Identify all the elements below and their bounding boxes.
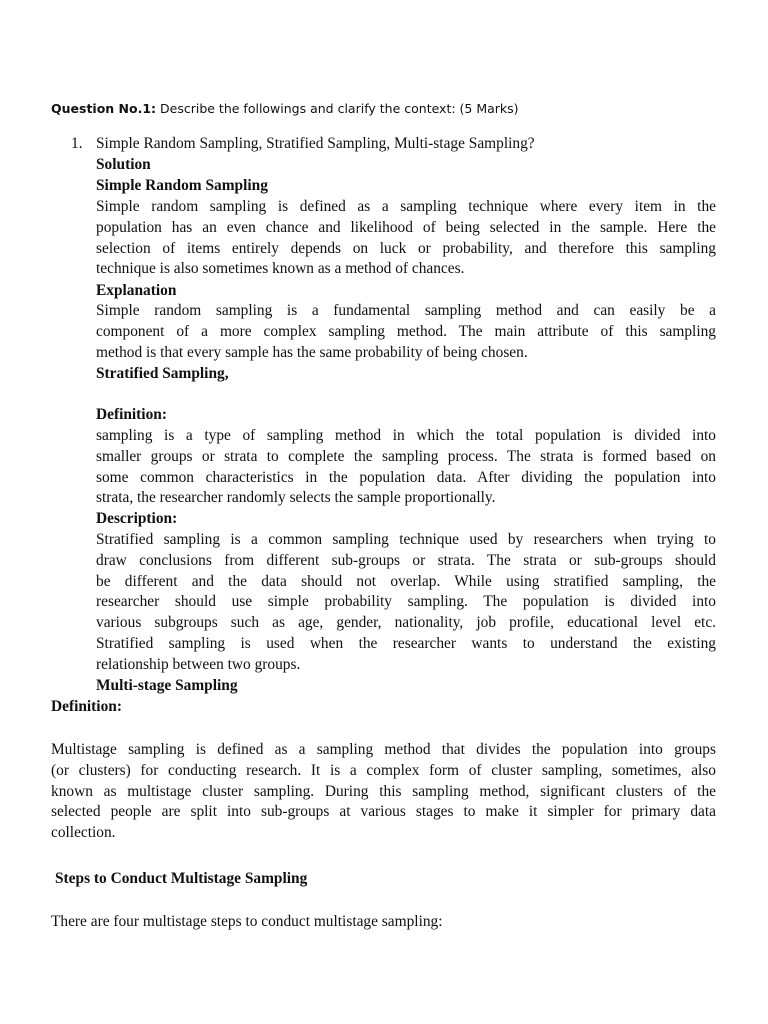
srs-line-4: technique is also sometimes known as a method of chances. <box>96 260 465 278</box>
description-line-5: various subgroups such as age, gender, nationality, job profile, educational level etc. <box>96 614 716 632</box>
steps-heading: Steps to Conduct Multistage Sampling <box>55 870 308 887</box>
steps-intro: There are four multistage steps to conduct multistage sampling: <box>51 913 443 930</box>
explanation-paragraph <box>96 301 716 363</box>
description-line-7: relationship between two groups. <box>96 655 301 673</box>
explanation-line-2: component of a more complex sampling method. The main attribute of this sampling <box>96 322 716 340</box>
question-text: Describe the followings and clarify the context: (5 Marks) <box>156 101 519 116</box>
list-item-title: Simple Random Sampling, Stratified Sampling, Multi-stage Sampling? <box>96 135 535 152</box>
description-line-3: be different and the data should not overlap. While using stratified sampling, the <box>96 572 716 590</box>
description-line-1: Stratified sampling is a common sampling technique used by researchers when trying to <box>96 531 716 548</box>
list-number: 1. <box>71 135 83 152</box>
description-paragraph <box>96 530 716 676</box>
question-header <box>51 100 519 117</box>
stratified-heading: Stratified Sampling, <box>96 365 229 382</box>
srs-line-3: selection of items entirely depends on luck or probability, and therefore this sampling <box>96 239 716 257</box>
srs-line-1: Simple random sampling is defined as a sampling technique where every item in the <box>96 198 716 215</box>
description-line-2: draw conclusions from different sub-groups or strata. The strata or sub-groups should <box>96 551 716 569</box>
explanation-line-3: method is that every sample has the same probability of being chosen. <box>96 343 528 361</box>
description-heading: Description: <box>96 510 178 527</box>
description-line-6: Stratified sampling is used when the researcher wants to understand the existing <box>96 634 716 652</box>
multistage-line-1: Multistage sampling is defined as a sampling method that divides the population into groups <box>51 741 716 758</box>
multistage-line-4: selected people are split into sub-groups at various stages to make it simpler for primary data <box>51 803 716 821</box>
explanation-line-1: Simple random sampling is a fundamental sampling method and can easily be a <box>96 302 716 319</box>
multistage-line-3: known as multistage cluster sampling. During this sampling method, significant clusters of the <box>51 782 716 800</box>
question-label: Question No.1: <box>51 101 157 116</box>
stratified-definition-line-2: smaller groups or strata to complete the sampling process. The strata is formed based on <box>96 447 716 465</box>
stratified-definition-paragraph <box>96 426 716 509</box>
stratified-definition-line-1: sampling is a type of sampling method in which the total population is divided into <box>96 427 716 444</box>
solution-heading: Solution <box>96 156 151 173</box>
stratified-definition-line-3: some common characteristics in the population data. After dividing the population into <box>96 468 716 486</box>
multistage-line-2: (or clusters) for conducting research. It is a complex form of cluster sampling, sometimes, also <box>51 761 716 779</box>
srs-paragraph <box>96 197 716 280</box>
multistage-definition-heading: Definition: <box>51 698 122 715</box>
multistage-line-5: collection. <box>51 824 116 842</box>
explanation-heading: Explanation <box>96 282 177 299</box>
srs-heading: Simple Random Sampling <box>96 177 268 194</box>
description-line-4: researcher should use simple probability sampling. The population is divided into <box>96 593 716 611</box>
stratified-definition-line-4: strata, the researcher randomly selects the sample proportionally. <box>96 489 496 507</box>
stratified-definition-heading: Definition: <box>96 406 167 423</box>
multistage-heading: Multi-stage Sampling <box>96 677 238 694</box>
multistage-definition-paragraph <box>51 740 716 844</box>
srs-line-2: population has an even chance and likelihood of being selected in the sample. Here the <box>96 218 716 236</box>
